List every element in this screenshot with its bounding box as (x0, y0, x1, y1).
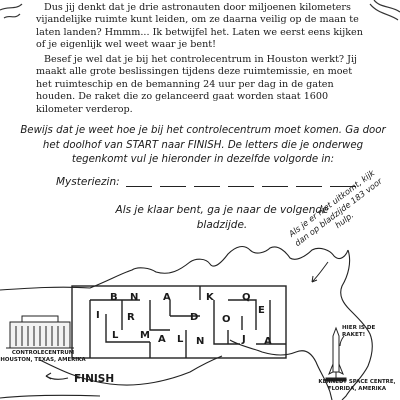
kennedy-space-centre-label: KENNEDY SPACE CENTRE, FLORIDA, AMERIKA (318, 379, 396, 392)
maze-letter: B (110, 292, 118, 303)
maze-letter: J (242, 334, 246, 345)
maze-letter: M (140, 330, 150, 341)
intro-paragraph-1: Dus jij denkt dat je drie astronauten door miljoenen kilometers vijandelijke ruimte kunt leiden, om ze daarna veilig op de maan te laten landen? Hmmm... Ik betwijfel het. Laten we eerst eens kijken of je eigenlijk wel weet waar je bent! (36, 2, 363, 51)
maze-letter: N (196, 336, 205, 347)
houston-building-icon (6, 316, 74, 348)
maze-letter: L (112, 330, 119, 341)
maze-letter: D (190, 312, 199, 323)
answer-blank[interactable] (126, 186, 152, 187)
maze-letter: N (130, 292, 139, 303)
maze-instructions: Bewijs dat je weet hoe je bij het controlecentrum moet komen. Ga door het doolhof van START naar FINISH. De letters die je onderweg tegenkomt vul je hieronder in dezelfde volgorde in: (20, 125, 386, 165)
next-page-note: Als je klaar bent, ga je naar de volgende bladzijde. (115, 204, 329, 231)
corner-doodle-left (0, 4, 22, 18)
maze (72, 286, 286, 358)
side-note-arrow (312, 262, 328, 282)
maze-border (72, 286, 286, 358)
maze-letter: R (127, 312, 135, 323)
answer-blank[interactable] (194, 186, 220, 187)
answer-blank[interactable] (160, 186, 186, 187)
maze-letter: A (163, 292, 171, 303)
maze-letter: O (222, 314, 231, 325)
corner-doodle-right (370, 0, 400, 20)
answer-blank[interactable] (228, 186, 254, 187)
maze-letter: A (158, 334, 166, 345)
help-side-note: Als je er niet uitkomt, kijk dan op bladzijde 183 voor hulp. (286, 167, 384, 248)
maze-letter: Q (242, 292, 251, 303)
maze-letter: A (264, 336, 272, 347)
maze-letter: E (258, 305, 265, 316)
answer-blank[interactable] (262, 186, 288, 187)
intro-paragraph-2: Besef je wel dat je bij het controlecentrum in Houston werkt? Jij maakt alle grote beslissingen tijdens deze ruimtemissie, en moet het ruimteschip en de bemanning 24 uur per dag in de gaten houden. De raket die zo gelanceerd gaat worden staat 1600 kilometer verderop. (36, 54, 358, 115)
finish-label: FINISH (74, 373, 115, 385)
houston-label: CONTROLECENTRUM HOUSTON, TEXAS, AMERIKA (0, 350, 86, 363)
maze-letter: I (96, 310, 100, 321)
maze-letter: K (206, 292, 214, 303)
mysteriezin-label: Mysteriezin: (56, 176, 120, 188)
answer-blank[interactable] (296, 186, 322, 187)
maze-letter: L (177, 334, 184, 345)
rocket-label: HIER IS DE RAKET! (342, 325, 376, 338)
